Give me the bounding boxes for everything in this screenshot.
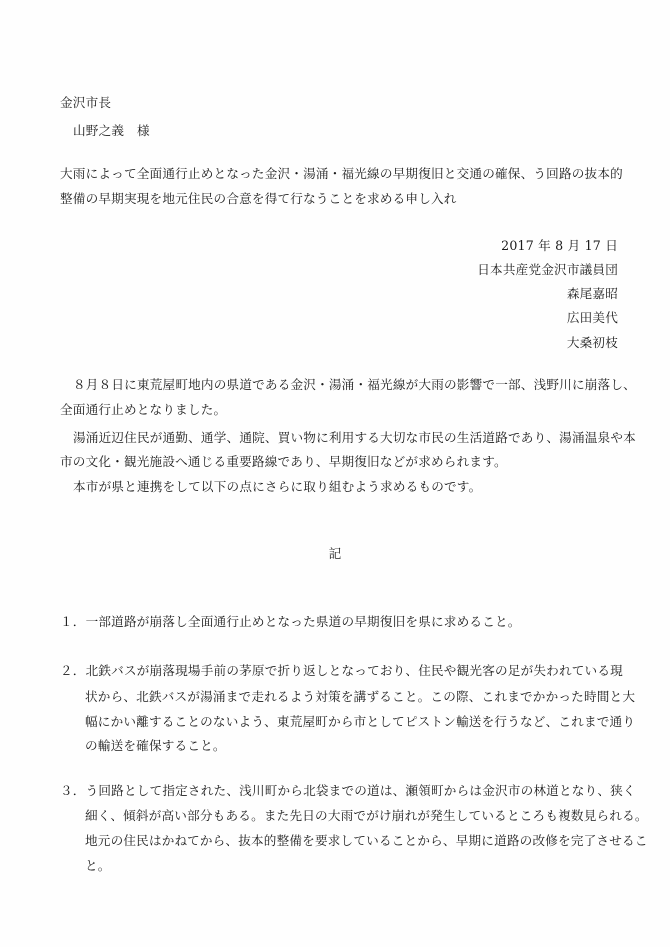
item-2-line-3: 幅にかい離することのないよう、東荒屋町から市としてピストン輸送を行うなど、これまで通り: [85, 714, 636, 729]
addressee-title: 金沢市長: [60, 95, 112, 110]
intro-line-2: 全面通行止めとなりました。: [60, 402, 227, 417]
intro-line-5: 本市が県と連携をして以下の点にさらに取り組むよう求めるものです。: [73, 479, 482, 494]
intro-line-3: 湯涌近辺住民が通勤、通学、通院、買い物に利用する大切な市民の生活道路であり、湯涌温泉や本: [73, 430, 636, 445]
sender-member-1: 森尾嘉昭: [566, 286, 618, 301]
ki-heading: 記: [328, 546, 342, 561]
item-3-line-1: ３．う回路として指定された、浅川町から北袋までの道は、瀬領町からは金沢市の林道となり、狭く: [60, 783, 636, 798]
item-2-line-4: の輸送を確保すること。: [85, 738, 226, 753]
item-3-line-4: と。: [85, 858, 111, 873]
intro-line-4: 市の文化・観光施設へ通じる重要路線であり、早期復旧などが求められます。: [60, 454, 507, 469]
item-1-line-1: １．一部道路が崩落し全面通行止めとなった県道の早期復旧を県に求めること。: [60, 614, 521, 629]
item-3-line-3: 地元の住民はかねてから、抜本的整備を要求していることから、早期に道路の改修を完了させるこ: [85, 833, 648, 848]
subject-line-1: 大雨によって全面通行止めとなった金沢・湯涌・福光線の早期復旧と交通の確保、う回路の抜本的: [60, 166, 623, 181]
item-2-line-1: ２．北鉄バスが崩落現場手前の茅原で折り返しとなっており、住民や観光客の足が失われている現: [60, 663, 623, 678]
sender-member-3: 大桑初枝: [566, 335, 618, 350]
item-3-line-2: 細く、傾斜が高い部分もある。また先日の大雨でがけ崩れが発生しているところも複数見られる。: [85, 808, 648, 823]
item-2-line-2: 状から、北鉄バスが湯涌まで走れるよう対策を講ずること。この際、これまでかかった時間と大: [85, 689, 636, 704]
intro-line-1: ８月８日に東荒屋町地内の県道である金沢・湯涌・福光線が大雨の影響で一部、浅野川に崩落し、: [73, 377, 636, 392]
sender-member-2: 広田美代: [566, 310, 618, 325]
document-date: 2017 年 8 月 17 日: [501, 238, 618, 253]
addressee-name: 山野之義 様: [73, 123, 150, 138]
subject-line-2: 整備の早期実現を地元住民の合意を得て行なうことを求める申し入れ: [60, 191, 457, 206]
sender-organization: 日本共産党金沢市議員団: [477, 262, 618, 277]
